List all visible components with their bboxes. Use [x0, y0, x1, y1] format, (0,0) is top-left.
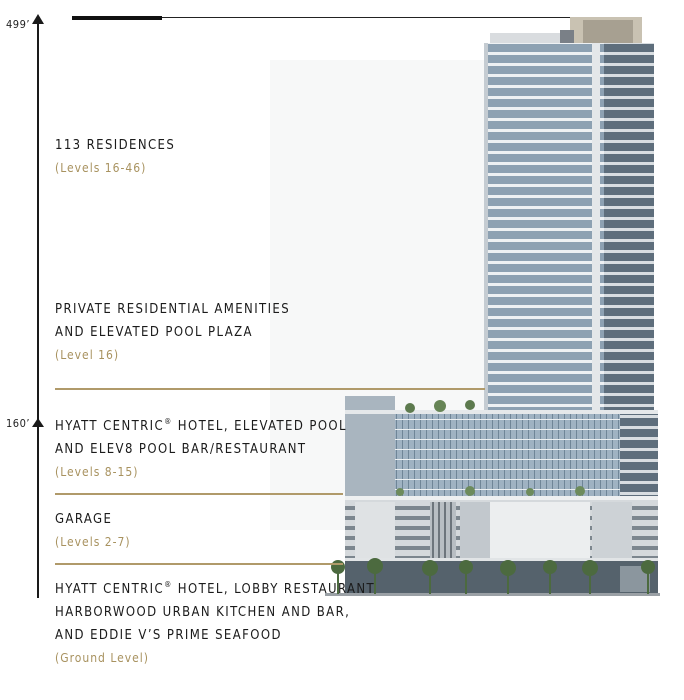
section-title: 113 RESIDENCES [55, 138, 176, 153]
divider-level-8 [55, 493, 343, 495]
section-title-line2: AND ELEVATED POOL PLAZA [55, 325, 253, 340]
section-title-line2: HARBORWOOD URBAN KITCHEN AND BAR, [55, 605, 351, 620]
section-title: PRIVATE RESIDENTIAL AMENITIES [55, 302, 291, 317]
title-rest: HOTEL, LOBBY RESTAURANT [172, 582, 376, 597]
divider-level-16 [55, 388, 485, 390]
section-levels: (Levels 8-15) [55, 465, 139, 479]
section-title-line2: AND ELEV8 POOL BAR/RESTAURANT [55, 442, 307, 457]
brand-text: HYATT CENTRIC [55, 582, 165, 597]
title-rest: HOTEL, ELEVATED POOL [172, 419, 347, 434]
section-title [55, 410, 347, 438]
registered-mark: ® [164, 580, 173, 589]
section-levels: (Ground Level) [55, 651, 150, 665]
registered-mark: ® [164, 417, 173, 426]
section-title [55, 573, 375, 601]
section-levels: (Level 16) [55, 348, 120, 362]
section-levels: (Levels 2-7) [55, 535, 131, 549]
section-hotel [55, 410, 347, 483]
section-ground [55, 573, 375, 669]
section-amenities [55, 298, 290, 366]
section-title: GARAGE [55, 512, 113, 527]
divider-level-2 [55, 563, 343, 565]
section-garage [55, 508, 131, 553]
height-label-podium: 160’ [6, 417, 31, 430]
section-title-line3: AND EDDIE V’S PRIME SEAFOOD [55, 628, 282, 643]
section-levels: (Levels 16-46) [55, 161, 147, 175]
section-residences [55, 134, 175, 179]
brand-text: HYATT CENTRIC [55, 419, 165, 434]
height-label-top: 499’ [6, 18, 31, 31]
